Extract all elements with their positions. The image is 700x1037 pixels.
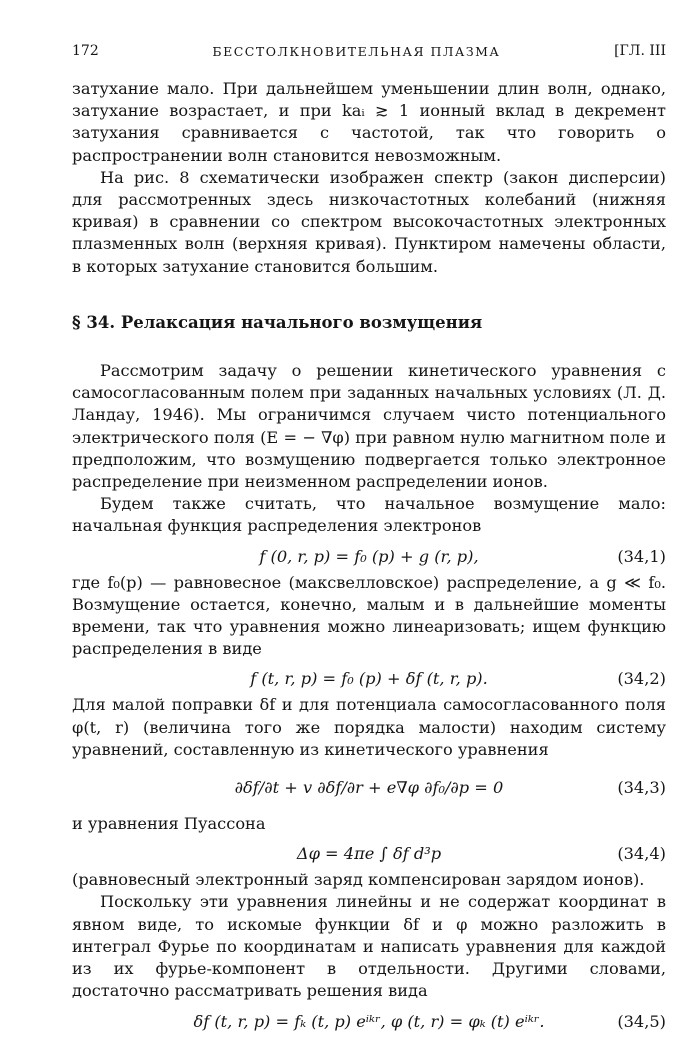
paragraph-4: Будем также считать, что начальное возмущение мало: начальная функция распределения электронов [72, 494, 666, 536]
page-number: 172 [72, 43, 99, 59]
equation-34-1 [72, 542, 666, 570]
paragraph-7: и уравнения Пуассона [72, 814, 266, 834]
paragraph-2: На рис. 8 схематически изображен спектр (закон дисперсии) для рассмотренных здесь низкочастотных колебаний (нижняя кривая) в сравнении со спектром высокочастотных электронных плазменных волн (верхняя кривая). Пунктиром намечены области, в которых затухание становится большим. [72, 167, 666, 276]
equation-formula: ∂δf/∂t + v ∂δf/∂r + e∇φ ∂f₀/∂p = 0 [234, 778, 504, 798]
page-body [72, 78, 666, 1037]
equation-number: (34,1) [617, 546, 666, 566]
paragraph-8: (равновесный электронный заряд компенсирован зарядом ионов). [72, 870, 645, 890]
equation-formula: δf (t, r, p) = fₖ (t, p) eⁱᵏʳ, φ (t, r) = φₖ (t) eⁱᵏʳ. [193, 1011, 545, 1031]
running-title: БЕССТОЛКНОВИТЕЛЬНАЯ ПЛАЗМА [212, 43, 501, 59]
equation-34-2 [72, 664, 666, 692]
equation-number: (34,5) [617, 1011, 666, 1031]
equation-formula: f (0, r, p) = f₀ (p) + g (r, p), [259, 546, 479, 566]
equation-number: (34,3) [617, 778, 666, 798]
section-heading: § 34. Релаксация начального возмущения [72, 312, 483, 332]
equation-34-4 [72, 839, 666, 867]
paragraph-6: Для малой поправки δf и для потенциала самосогласованного поля φ(t, r) (величина того же порядка малости) находим систему уравнений, составленную из кинетического уравнения [72, 695, 666, 759]
paragraph-1: затухание мало. При дальнейшем уменьшении длин волн, однако, затухание возрастает, и при kaᵢ ≳ 1 ионный вклад в декремент затухания сравнивается с частотой, так что говорить о распространении волн становится невозможным. [72, 79, 666, 165]
equation-formula: Δφ = 4πe ∫ δf d³p [296, 844, 442, 864]
paragraph-9: Поскольку эти уравнения линейны и не содержат координат в явном виде, то искомые функции δf и φ можно разложить в интеграл Фурье по координатам и написать уравнения для каждой из их фурье-компонент в отдельности. Другими словами, достаточно рассматривать решения вида [72, 892, 666, 1001]
equation-34-3 [72, 767, 666, 807]
equation-34-5 [72, 1007, 666, 1035]
paragraph-5: где f₀(p) — равновесное (максвелловское) распределение, а g ≪ f₀. Возмущение остается, конечно, малым и в дальнейшие моменты времени, так что уравнения можно линеаризовать; ищем функцию распределения в виде [72, 572, 666, 659]
paragraph-3: Рассмотрим задачу о решении кинетического уравнения с самосогласованным полем при заданных начальных условиях (Л. Д. Ландау, 1946). Мы ограничимся случаем чисто потенциального электрического поля (E = − ∇φ) при равном нулю магнитном поле и предположим, что возмущению подвергается только электронное распределение при неизменном распределении ионов. [72, 361, 666, 492]
equation-formula: f (t, r, p) = f₀ (p) + δf (t, r, p). [250, 669, 488, 689]
chapter-marker: [ГЛ. III [614, 43, 666, 59]
running-header [72, 40, 666, 62]
equation-number: (34,2) [617, 669, 666, 689]
equation-number: (34,4) [617, 844, 666, 864]
